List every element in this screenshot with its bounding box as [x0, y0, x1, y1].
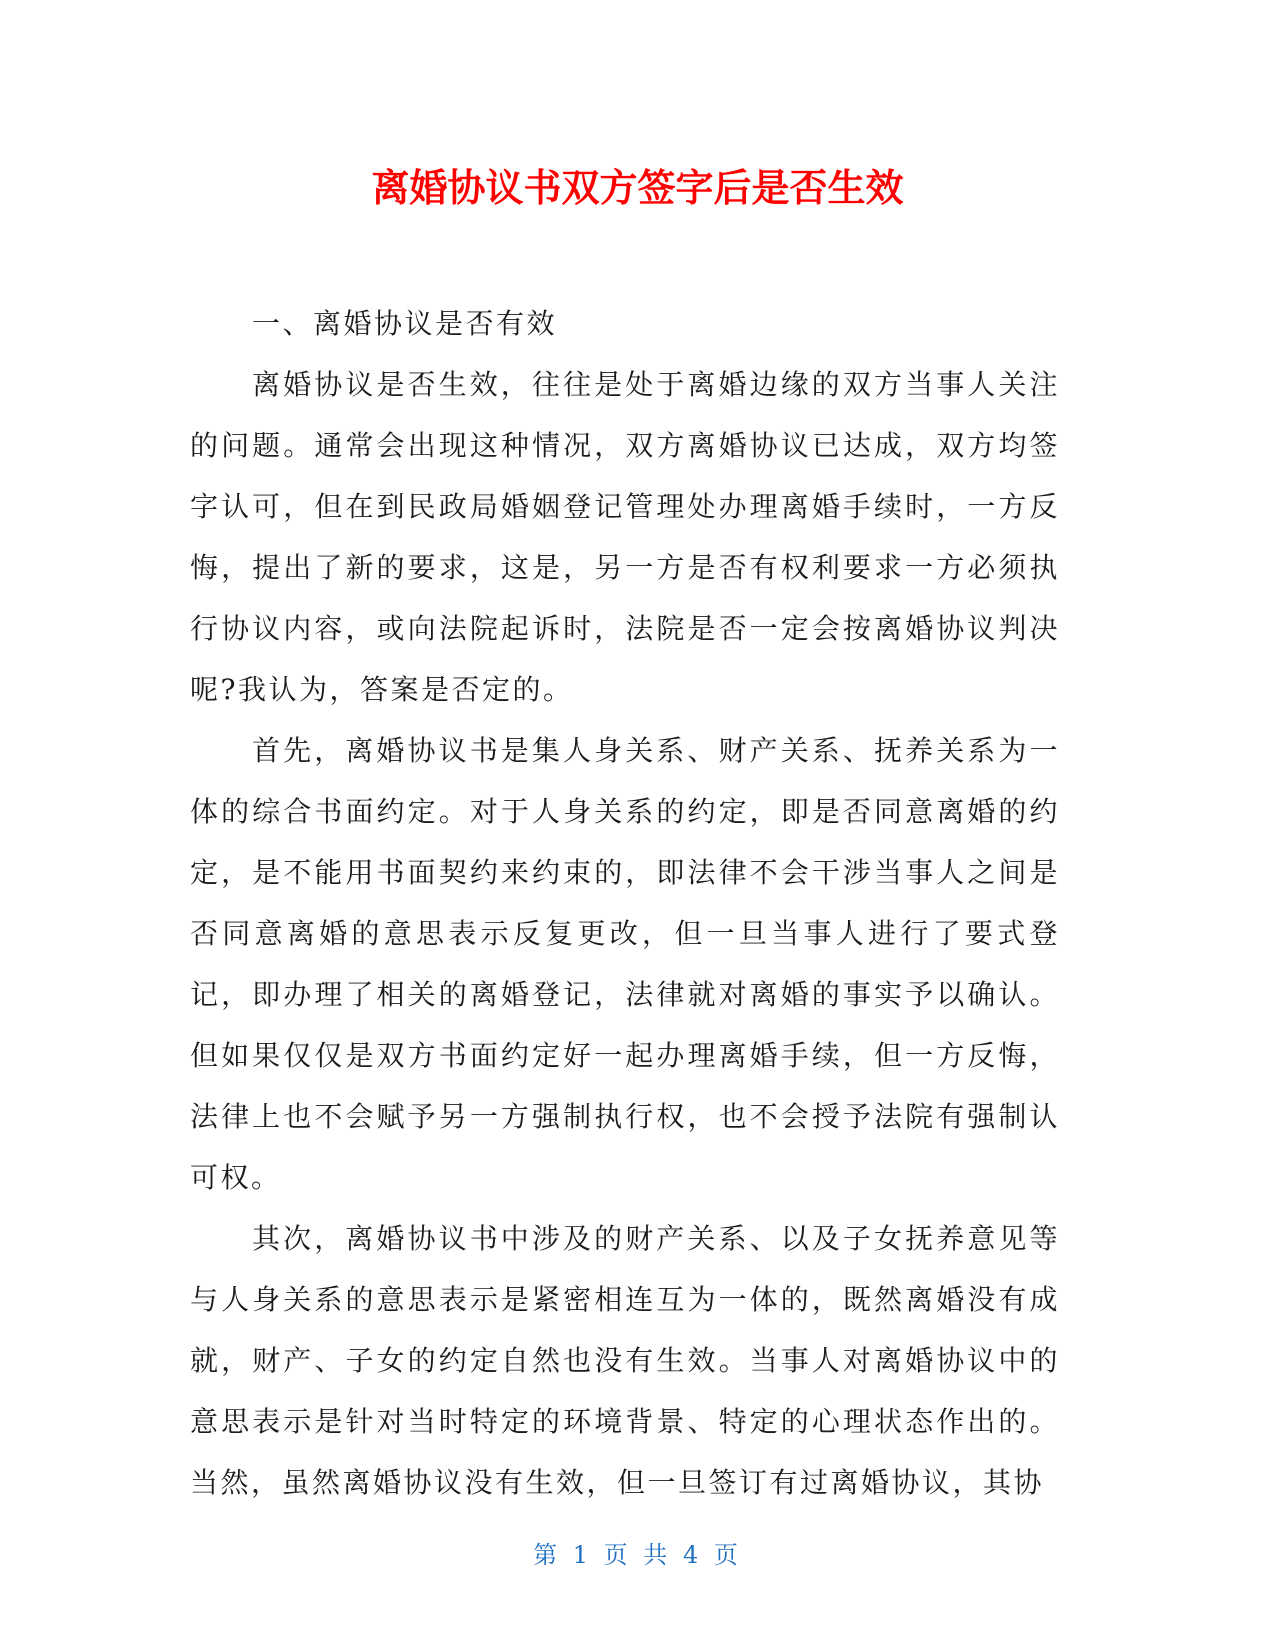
paragraph-2: 首先，离婚协议书是集人身关系、财产关系、抚养关系为一体的综合书面约定。对于人身关系的约定，即是否同意离婚的约定，是不能用书面契约来约束的，即法律不会干涉当事人之间是否同意离婚的意思表示反复更改，但一旦当事人进行了要式登记，即办理了相关的离婚登记，法律就对离婚的事实予以确认。但如果仅仅是双方书面约定好一起办理离婚手续，但一方反悔，法律上也不会赋予另一方强制执行权，也不会授予法院有强制认可权。 [190, 734, 1060, 1194]
page-number-footer: 第 1 页 共 4 页 [533, 1541, 742, 1569]
section-heading: 一、离婚协议是否有效 [252, 307, 558, 340]
document-title: 离婚协议书双方签字后是否生效 [371, 166, 904, 210]
paragraph-3: 其次，离婚协议书中涉及的财产关系、以及子女抚养意见等与人身关系的意思表示是紧密相连互为一体的，既然离婚没有成就，财产、子女的约定自然也没有生效。当事人对离婚协议中的意思表示是针对当时特定的环境背景、特定的心理状态作出的。当然，虽然离婚协议没有生效，但一旦签订有过离婚协议，其协 [190, 1222, 1060, 1499]
paragraph-1: 离婚协议是否生效，往往是处于离婚边缘的双方当事人关注的问题。通常会出现这种情况，双方离婚协议已达成，双方均签字认可，但在到民政局婚姻登记管理处办理离婚手续时，一方反悔，提出了新的要求，这是，另一方是否有权利要求一方必须执行协议内容，或向法院起诉时，法院是否一定会按离婚协议判决呢?我认为，答案是否定的。 [190, 368, 1060, 706]
document-body [190, 293, 1060, 1513]
